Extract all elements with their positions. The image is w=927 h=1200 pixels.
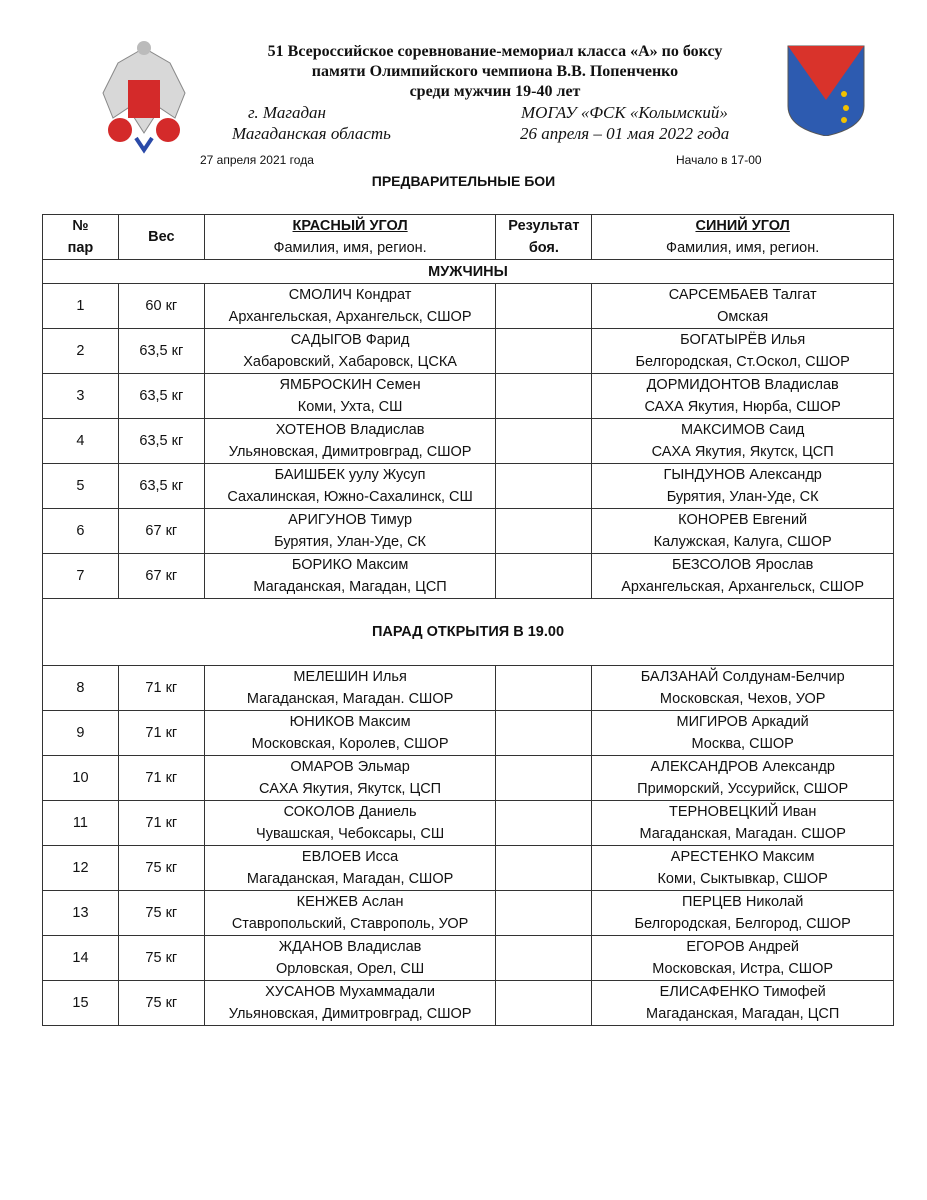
blue-boxer-region: Коми, Сыктывкар, СШОР [657,871,828,887]
bout-number: 3 [43,374,119,419]
red-boxer-name: ЕВЛОЕВ Исса [301,849,399,865]
weight-class: 75 кг [118,846,204,891]
red-boxer-region: Бурятия, Улан-Уде, СК [274,534,427,550]
blue-boxer-region: Московская, Чехов, УОР [659,691,826,707]
blue-corner-cell [592,284,894,329]
result-cell[interactable] [496,936,592,981]
blue-corner-cell [592,936,894,981]
bout-number: 8 [43,666,119,711]
red-corner-cell [204,801,496,846]
blue-boxer-name: КОНОРЕВ Евгений [678,512,808,528]
blue-boxer-name: БОГАТЫРЁВ Илья [680,332,806,348]
weight-class: 67 кг [118,509,204,554]
red-boxer-name: ХУСАНОВ Мухаммадали [265,984,436,1000]
red-boxer-name: МЕЛЕШИН Илья [293,669,407,685]
red-corner-cell [204,936,496,981]
result-cell[interactable] [496,666,592,711]
bout-number: 9 [43,711,119,756]
boxing-federation-emblem [98,38,190,154]
blue-boxer-name: МАКСИМОВ Саид [681,422,805,438]
bouts-table [42,214,894,1026]
red-corner-cell [204,666,496,711]
blue-corner-cell [592,666,894,711]
blue-boxer-region: Магаданская, Магадан. СШОР [639,826,846,842]
weight-class: 67 кг [118,554,204,599]
weight-class: 71 кг [118,756,204,801]
blue-boxer-region: Московская, Истра, СШОР [652,961,834,977]
col-red-corner-header: КРАСНЫЙ УГОЛ Фамилия, имя, регион. [204,215,496,260]
bout-row [43,846,894,891]
red-corner-cell [204,419,496,464]
bout-row [43,329,894,374]
bout-row [43,464,894,509]
region: Магаданская область [232,124,391,143]
result-cell[interactable] [496,329,592,374]
red-corner-cell [204,554,496,599]
blue-corner-cell [592,329,894,374]
blue-corner-cell [592,419,894,464]
result-cell[interactable] [496,846,592,891]
bout-number: 6 [43,509,119,554]
weight-class: 75 кг [118,891,204,936]
bout-number: 4 [43,419,119,464]
blue-corner-cell [592,981,894,1026]
section-label: МУЖЧИНЫ [43,260,894,284]
result-cell[interactable] [496,554,592,599]
red-boxer-name: ЮНИКОВ Максим [289,714,411,730]
weight-class: 60 кг [118,284,204,329]
result-cell[interactable] [496,419,592,464]
blue-boxer-name: МИГИРОВ Аркадий [676,714,809,730]
venue: МОГАУ «ФСК «Колымский» [521,103,728,122]
result-cell[interactable] [496,801,592,846]
red-boxer-region: Сахалинская, Южно-Сахалинск, СШ [227,489,473,505]
red-boxer-region: Московская, Королев, СШОР [251,736,449,752]
header-row [43,215,894,260]
red-boxer-name: КЕНЖЕВ Аслан [296,894,404,910]
red-boxer-name: ОМАРОВ Эльмар [290,759,410,775]
blue-boxer-name: БАЛЗАНАЙ Солдунам-Белчир [640,669,845,685]
bout-number: 5 [43,464,119,509]
weight-class: 75 кг [118,936,204,981]
bout-row [43,666,894,711]
blue-corner-cell [592,891,894,936]
blue-boxer-region: Белгородская, Ст.Оскол, СШОР [635,354,850,370]
bout-row [43,981,894,1026]
red-corner-cell [204,464,496,509]
blue-boxer-name: ПЕРЦЕВ Николай [682,894,804,910]
blue-corner-cell [592,374,894,419]
bout-number: 13 [43,891,119,936]
red-corner-cell [204,846,496,891]
blue-corner-cell [592,464,894,509]
blue-corner-cell [592,554,894,599]
col-result-header: Результат боя. [496,215,592,260]
red-boxer-region: Ставропольский, Ставрополь, УОР [231,916,469,932]
red-boxer-region: Коми, Ухта, СШ [297,399,403,415]
col-weight-header: Вес [118,215,204,260]
blue-boxer-name: АЛЕКСАНДРОВ Александр [650,759,835,775]
blue-boxer-region: Архангельская, Архангельск, СШОР [621,579,865,595]
blue-boxer-name: АРЕСТЕНКО Максим [670,849,815,865]
blue-boxer-name: ГЫНДУНОВ Александр [663,467,822,483]
red-boxer-name: САДЫГОВ Фарид [290,332,410,348]
red-boxer-name: СОКОЛОВ Даниель [283,804,417,820]
parade-row [43,599,894,666]
bout-row [43,374,894,419]
blue-boxer-region: Москва, СШОР [691,736,794,752]
blue-corner-cell [592,711,894,756]
title-line-3: среди мужчин 19-40 лет [409,83,581,100]
red-boxer-region: Магаданская, Магадан. СШОР [246,691,454,707]
result-cell[interactable] [496,711,592,756]
bout-row [43,284,894,329]
red-corner-cell [204,509,496,554]
parade-label: ПАРАД ОТКРЫТИЯ В 19.00 [43,599,894,666]
event-dates: 26 апреля – 01 мая 2022 года [520,124,730,143]
weight-class: 71 кг [118,801,204,846]
day-date: 27 апреля 2021 года [200,153,314,167]
bout-row [43,891,894,936]
result-cell[interactable] [496,891,592,936]
bout-row [43,711,894,756]
bout-row [43,801,894,846]
bout-number: 10 [43,756,119,801]
weight-class: 63,5 кг [118,374,204,419]
red-boxer-region: САХА Якутия, Якутск, ЦСП [259,781,442,797]
result-cell[interactable] [496,981,592,1026]
blue-boxer-region: Магаданская, Магадан, ЦСП [646,1006,840,1022]
bout-number: 12 [43,846,119,891]
blue-corner-cell [592,846,894,891]
red-boxer-region: Чувашская, Чебоксары, СШ [256,826,445,842]
red-boxer-region: Архангельская, Архангельск, СШОР [228,309,472,325]
title-line-1: 51 Всероссийское соревнование-мемориал класса «А» по боксу [267,43,723,60]
blue-boxer-region: Приморский, Уссурийск, СШОР [637,781,849,797]
blue-boxer-region: САХА Якутия, Нюрба, СШОР [644,399,841,415]
blue-corner-cell [592,509,894,554]
blue-boxer-name: БЕЗСОЛОВ Ярослав [672,557,814,573]
weight-class: 75 кг [118,981,204,1026]
red-corner-cell [204,284,496,329]
blue-boxer-region: САХА Якутия, Якутск, ЦСП [651,444,834,460]
bout-row [43,554,894,599]
bout-number: 14 [43,936,119,981]
red-corner-cell [204,329,496,374]
bout-row [43,419,894,464]
red-corner-cell [204,981,496,1026]
red-boxer-name: ЖДАНОВ Владислав [278,939,422,955]
bout-number: 1 [43,284,119,329]
red-boxer-region: Орловская, Орел, СШ [276,961,425,977]
city: г. Магадан [248,103,326,122]
title-line-2: памяти Олимпийского чемпиона В.В. Попенченко [311,63,679,80]
section-row [43,260,894,284]
red-boxer-region: Ульяновская, Димитровград, СШОР [228,1006,472,1022]
red-boxer-region: Магаданская, Магадан, ЦСП [253,579,447,595]
result-cell[interactable] [496,284,592,329]
weight-class: 63,5 кг [118,419,204,464]
result-cell[interactable] [496,509,592,554]
red-boxer-name: ЯМБРОСКИН Семен [279,377,421,393]
col-num-header: № пар [43,215,119,260]
bout-row [43,756,894,801]
weight-class: 63,5 кг [118,329,204,374]
start-time: Начало в 17-00 [676,153,762,167]
subtitle: ПРЕДВАРИТЕЛЬНЫЕ БОИ [371,173,556,189]
blue-boxer-region: Омская [717,309,769,325]
col-blue-corner-header: СИНИЙ УГОЛ Фамилия, имя, регион. [592,215,894,260]
red-boxer-region: Магаданская, Магадан, СШОР [246,871,454,887]
blue-corner-cell [592,756,894,801]
red-boxer-region: Ульяновская, Димитровград, СШОР [228,444,472,460]
red-corner-cell [204,374,496,419]
blue-boxer-name: ДОРМИДОНТОВ Владислав [646,377,839,393]
red-boxer-region: Хабаровский, Хабаровск, ЦСКА [243,354,457,370]
magadan-region-coat-of-arms [786,44,866,136]
blue-corner-cell [592,801,894,846]
red-boxer-name: СМОЛИЧ Кондрат [288,287,412,303]
blue-boxer-name: ТЕРНОВЕЦКИЙ Иван [668,804,817,820]
bout-number: 15 [43,981,119,1026]
bout-number: 2 [43,329,119,374]
bout-row [43,509,894,554]
red-boxer-name: БОРИКО Максим [291,557,409,573]
red-corner-cell [204,756,496,801]
red-boxer-name: ХОТЕНОВ Владислав [275,422,425,438]
red-corner-cell [204,891,496,936]
bout-row [43,936,894,981]
result-cell[interactable] [496,464,592,509]
blue-boxer-name: ЕЛИСАФЕНКО Тимофей [659,984,826,1000]
blue-boxer-region: Белгородская, Белгород, СШОР [634,916,851,932]
result-cell[interactable] [496,374,592,419]
weight-class: 71 кг [118,666,204,711]
blue-boxer-region: Калужская, Калуга, СШОР [653,534,832,550]
blue-boxer-name: ЕГОРОВ Андрей [686,939,800,955]
bout-number: 7 [43,554,119,599]
blue-boxer-region: Бурятия, Улан-Уде, СК [666,489,819,505]
blue-boxer-name: САРСЕМБАЕВ Талгат [668,287,817,303]
red-boxer-name: АРИГУНОВ Тимур [288,512,413,528]
bout-number: 11 [43,801,119,846]
weight-class: 63,5 кг [118,464,204,509]
result-cell[interactable] [496,756,592,801]
red-boxer-name: БАИШБЕК уулу Жусуп [274,467,426,483]
weight-class: 71 кг [118,711,204,756]
red-corner-cell [204,711,496,756]
